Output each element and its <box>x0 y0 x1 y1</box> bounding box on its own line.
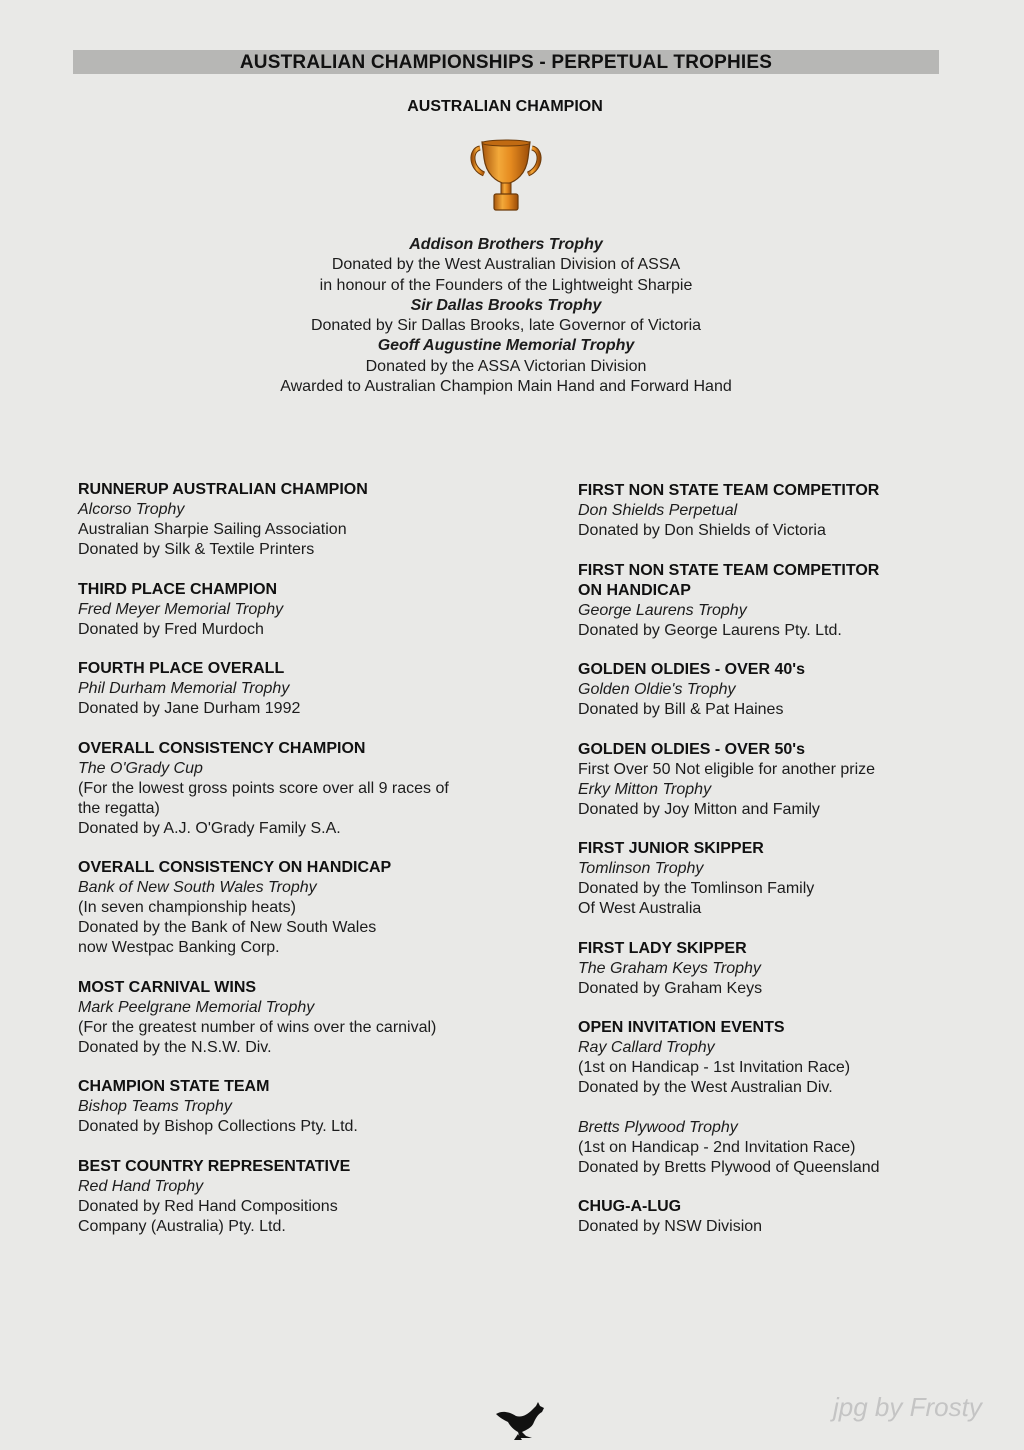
award-section <box>578 660 998 720</box>
trophy-name: Bishop Teams Trophy <box>78 1098 232 1115</box>
award-detail: Donated by Bretts Plywood of Queensland <box>578 1158 880 1176</box>
trophy-name: Fred Meyer Memorial Trophy <box>78 600 284 618</box>
trophy-name: Sir Dallas Brooks Trophy <box>410 296 602 314</box>
trophy-detail: Awarded to Australian Champion Main Hand and Forward Hand <box>280 378 732 396</box>
award-heading: GOLDEN OLDIES - OVER 50's <box>578 740 805 758</box>
award-detail: Donated by Fred Murdoch <box>78 620 264 638</box>
award-heading: FIRST LADY SKIPPER <box>578 939 747 957</box>
award-section <box>578 1018 998 1098</box>
award-heading: FOURTH PLACE OVERALL <box>78 660 285 677</box>
page-banner: AUSTRALIAN CHAMPIONSHIPS - PERPETUAL TROPHIES <box>73 50 939 74</box>
trophy-detail: Donated by Sir Dallas Brooks, late Governor of Victoria <box>310 317 702 335</box>
left-column <box>78 480 518 1256</box>
award-heading: OPEN INVITATION EVENTS <box>578 1019 785 1036</box>
award-detail: Donated by Joy Mitton and Family <box>578 800 820 818</box>
award-heading: OVERALL CONSISTENCY CHAMPION <box>78 739 366 757</box>
award-section <box>78 1157 518 1237</box>
watermark: jpg by Frosty <box>833 1392 982 1422</box>
award-detail: Donated by NSW Division <box>578 1218 763 1235</box>
award-heading: FIRST JUNIOR SKIPPER <box>578 840 764 857</box>
award-detail: Donated by A.J. O'Grady Family S.A. <box>78 819 341 837</box>
award-detail: Australian Sharpie Sailing Association <box>78 521 347 538</box>
award-section <box>78 978 518 1058</box>
award-heading: MOST CARNIVAL WINS <box>78 978 257 996</box>
award-heading: FIRST NON STATE TEAM COMPETITOR <box>578 482 880 499</box>
trophy-name: Golden Oldie's Trophy <box>578 681 736 698</box>
award-detail: Donated by the Bank of New South Wales <box>78 919 377 936</box>
award-section <box>578 561 998 641</box>
trophy-name: Geoff Augustine Memorial Trophy <box>377 337 635 355</box>
award-detail: Donated by Bill & Pat Haines <box>578 701 784 718</box>
champion-details <box>0 235 1012 397</box>
trophy-detail: Donated by the ASSA Victorian Division <box>365 357 647 375</box>
award-detail: Donated by Bishop Collections Pty. Ltd. <box>78 1118 358 1135</box>
award-heading: ON HANDICAP <box>578 581 691 599</box>
award-detail: Company (Australia) Pty. Ltd. <box>78 1217 286 1235</box>
award-section <box>578 1118 998 1178</box>
award-detail: Donated by Silk & Textile Printers <box>78 541 315 558</box>
trophy-name: Phil Durham Memorial Trophy <box>78 680 290 697</box>
award-heading: RUNNERUP AUSTRALIAN CHAMPION <box>78 481 368 498</box>
award-detail: Donated by Red Hand Compositions <box>78 1197 338 1215</box>
award-detail: Of West Australia <box>578 900 702 917</box>
trophy-name: Mark Peelgrane Memorial Trophy <box>78 998 315 1016</box>
award-detail: (For the greatest number of wins over the carnival) <box>78 1018 437 1036</box>
award-section <box>578 481 998 541</box>
award-heading: GOLDEN OLDIES - OVER 40's <box>578 661 805 678</box>
trophy-name: Alcorso Trophy <box>78 501 185 518</box>
award-detail: (In seven championship heats) <box>78 899 296 916</box>
award-section <box>78 659 518 719</box>
trophy-name: Ray Callard Trophy <box>578 1039 715 1056</box>
award-detail: Donated by George Laurens Pty. Ltd. <box>578 621 842 639</box>
award-detail: Donated by Don Shields of Victoria <box>578 522 826 539</box>
champion-title: AUSTRALIAN CHAMPION <box>407 98 603 115</box>
right-column <box>578 481 998 1257</box>
trophy-name: The Graham Keys Trophy <box>578 959 761 977</box>
award-section <box>78 480 518 560</box>
trophy-detail: Donated by the West Australian Division of ASSA <box>331 256 681 274</box>
award-section <box>78 858 518 958</box>
award-detail: the regatta) <box>78 799 160 817</box>
award-section <box>578 839 998 919</box>
award-detail: now Westpac Banking Corp. <box>78 939 280 956</box>
award-detail: (1st on Handicap - 2nd Invitation Race) <box>578 1138 856 1156</box>
award-detail: (1st on Handicap - 1st Invitation Race) <box>578 1059 851 1076</box>
trophy-name: Don Shields Perpetual <box>578 502 738 519</box>
trophy-name: George Laurens Trophy <box>578 601 747 619</box>
award-section <box>78 1077 518 1137</box>
trophy-name: Red Hand Trophy <box>78 1177 204 1195</box>
trophy-name: Tomlinson Trophy <box>578 860 704 877</box>
award-detail: Donated by the West Australian Div. <box>578 1079 833 1096</box>
award-detail: Donated by Jane Durham 1992 <box>78 700 301 717</box>
award-heading: FIRST NON STATE TEAM COMPETITOR <box>578 561 880 579</box>
trophy-name: Addison Brothers Trophy <box>409 236 603 253</box>
award-detail: Donated by the N.S.W. Div. <box>78 1038 272 1056</box>
award-section <box>578 939 998 999</box>
trophy-detail: in honour of the Founders of the Lightweight Sharpie <box>319 276 693 294</box>
award-detail: (For the lowest gross points score over all 9 races of <box>78 779 449 797</box>
award-heading: OVERALL CONSISTENCY ON HANDICAP <box>78 859 392 876</box>
trophy-name: Erky Mitton Trophy <box>578 780 712 798</box>
award-heading: BEST COUNTRY REPRESENTATIVE <box>78 1157 351 1175</box>
award-heading: THIRD PLACE CHAMPION <box>78 580 278 598</box>
trophy-icon <box>470 138 542 214</box>
trophy-name: The O'Grady Cup <box>78 759 203 777</box>
award-detail: First Over 50 Not eligible for another prize <box>578 760 876 778</box>
award-section <box>578 1197 998 1237</box>
award-section <box>78 580 518 640</box>
award-section <box>578 740 998 820</box>
kangaroo-icon <box>492 1400 550 1442</box>
award-section <box>78 739 518 839</box>
award-heading: CHAMPION STATE TEAM <box>78 1078 270 1095</box>
award-heading: CHUG-A-LUG <box>578 1198 682 1215</box>
award-detail: Donated by Graham Keys <box>578 979 763 997</box>
trophy-name: Bretts Plywood Trophy <box>578 1118 738 1136</box>
award-detail: Donated by the Tomlinson Family <box>578 880 815 897</box>
trophy-name: Bank of New South Wales Trophy <box>78 879 317 896</box>
